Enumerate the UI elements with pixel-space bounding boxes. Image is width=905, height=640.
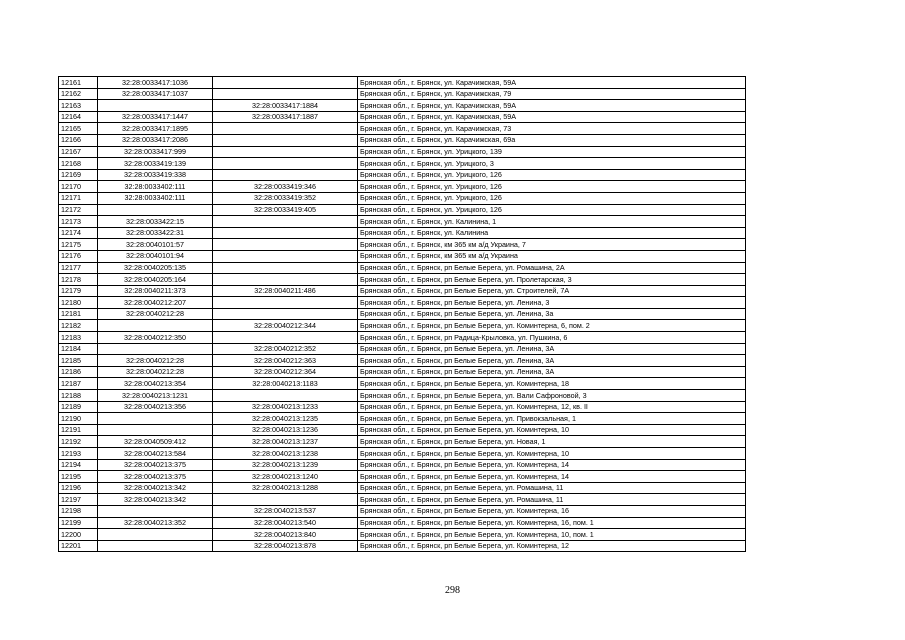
row-number-cell: 12171 <box>59 192 98 204</box>
row-number-cell: 12177 <box>59 262 98 274</box>
row-number-cell: 12190 <box>59 413 98 425</box>
address-cell: Брянская обл., г. Брянск, ул. Карачижская, 59А <box>358 111 746 123</box>
table-row <box>59 332 746 344</box>
table-row <box>59 436 746 448</box>
address-cell: Брянская обл., г. Брянск, ул. Карачижская, 69а <box>358 134 746 146</box>
cadastral-number-1-cell: 32:28:0040101:94 <box>98 250 213 262</box>
cadastral-number-2-cell <box>213 239 358 251</box>
table-row <box>59 424 746 436</box>
table-row <box>59 77 746 89</box>
cadastral-number-1-cell: 32:28:0033417:1037 <box>98 88 213 100</box>
address-cell: Брянская обл., г. Брянск, ул. Урицкого, 3 <box>358 158 746 170</box>
cadastral-table <box>58 76 746 552</box>
row-number-cell: 12173 <box>59 216 98 228</box>
cadastral-number-2-cell <box>213 134 358 146</box>
cadastral-number-2-cell: 32:28:0040212:364 <box>213 366 358 378</box>
cadastral-number-2-cell: 32:28:0040213:878 <box>213 540 358 552</box>
row-number-cell: 12175 <box>59 239 98 251</box>
cadastral-number-1-cell <box>98 505 213 517</box>
cadastral-number-1-cell: 32:28:0040213:354 <box>98 378 213 390</box>
row-number-cell: 12195 <box>59 471 98 483</box>
cadastral-number-2-cell: 32:28:0040213:537 <box>213 505 358 517</box>
cadastral-number-1-cell: 32:28:0033417:999 <box>98 146 213 158</box>
table-row <box>59 459 746 471</box>
row-number-cell: 12167 <box>59 146 98 158</box>
cadastral-number-1-cell: 32:28:0033422:15 <box>98 216 213 228</box>
row-number-cell: 12191 <box>59 424 98 436</box>
row-number-cell: 12186 <box>59 366 98 378</box>
address-cell: Брянская обл., г. Брянск, ул. Карачижская, 73 <box>358 123 746 135</box>
cadastral-number-1-cell: 32:28:0040212:28 <box>98 308 213 320</box>
row-number-cell: 12162 <box>59 88 98 100</box>
cadastral-number-2-cell <box>213 494 358 506</box>
row-number-cell: 12188 <box>59 390 98 402</box>
cadastral-number-2-cell <box>213 88 358 100</box>
cadastral-number-2-cell: 32:28:0040212:352 <box>213 343 358 355</box>
address-cell: Брянская обл., г. Брянск, рп Белые Берега, ул. Ленина, 3 <box>358 297 746 309</box>
cadastral-number-1-cell: 32:28:0033419:338 <box>98 169 213 181</box>
cadastral-number-2-cell: 32:28:0040213:1183 <box>213 378 358 390</box>
address-cell: Брянская обл., г. Брянск, ул. Урицкого, 126 <box>358 204 746 216</box>
row-number-cell: 12197 <box>59 494 98 506</box>
cadastral-number-1-cell: 32:28:0040213:356 <box>98 401 213 413</box>
table-row <box>59 378 746 390</box>
table-row <box>59 262 746 274</box>
address-cell: Брянская обл., г. Брянск, рп Белые Берега, ул. Новая, 1 <box>358 436 746 448</box>
address-cell: Брянская обл., г. Брянск, рп Белые Берега, ул. Коминтерна, 16 <box>358 505 746 517</box>
cadastral-number-2-cell <box>213 250 358 262</box>
address-cell: Брянская обл., г. Брянск, рп Белые Берега, ул. Коминтерна, 10, пом. 1 <box>358 529 746 541</box>
cadastral-number-1-cell: 32:28:0040213:375 <box>98 459 213 471</box>
cadastral-number-1-cell: 32:28:0040212:207 <box>98 297 213 309</box>
row-number-cell: 12201 <box>59 540 98 552</box>
address-cell: Брянская обл., г. Брянск, км 365 км а/д Украина <box>358 250 746 262</box>
address-cell: Брянская обл., г. Брянск, рп Радица-Крыловка, ул. Пушкина, 6 <box>358 332 746 344</box>
table-row <box>59 366 746 378</box>
table-row <box>59 297 746 309</box>
cadastral-number-1-cell <box>98 540 213 552</box>
cadastral-number-1-cell: 32:28:0033419:139 <box>98 158 213 170</box>
cadastral-number-2-cell <box>213 297 358 309</box>
row-number-cell: 12184 <box>59 343 98 355</box>
cadastral-number-1-cell: 32:28:0040212:350 <box>98 332 213 344</box>
row-number-cell: 12163 <box>59 100 98 112</box>
address-cell: Брянская обл., г. Брянск, ул. Урицкого, 126 <box>358 169 746 181</box>
address-cell: Брянская обл., г. Брянск, рп Белые Берега, ул. Ленина, 3а <box>358 308 746 320</box>
cadastral-number-1-cell: 32:28:0040213:352 <box>98 517 213 529</box>
cadastral-number-1-cell <box>98 343 213 355</box>
table-row <box>59 274 746 286</box>
table-body <box>59 77 746 552</box>
cadastral-number-1-cell: 32:28:0033417:1447 <box>98 111 213 123</box>
cadastral-number-2-cell <box>213 332 358 344</box>
address-cell: Брянская обл., г. Брянск, ул. Калинина, 1 <box>358 216 746 228</box>
address-cell: Брянская обл., г. Брянск, рп Белые Берега, ул. Привокзальная, 1 <box>358 413 746 425</box>
cadastral-number-2-cell: 32:28:0040213:1238 <box>213 448 358 460</box>
table-row <box>59 134 746 146</box>
row-number-cell: 12179 <box>59 285 98 297</box>
table-row <box>59 285 746 297</box>
cadastral-number-2-cell: 32:28:0040211:486 <box>213 285 358 297</box>
row-number-cell: 12180 <box>59 297 98 309</box>
cadastral-number-2-cell <box>213 146 358 158</box>
table-row <box>59 471 746 483</box>
row-number-cell: 12168 <box>59 158 98 170</box>
table-row <box>59 320 746 332</box>
cadastral-number-2-cell: 32:28:0040213:840 <box>213 529 358 541</box>
cadastral-number-2-cell <box>213 308 358 320</box>
table-row <box>59 100 746 112</box>
row-number-cell: 12181 <box>59 308 98 320</box>
cadastral-number-2-cell <box>213 77 358 89</box>
cadastral-number-2-cell <box>213 274 358 286</box>
address-cell: Брянская обл., г. Брянск, рп Белые Берега, ул. Коминтерна, 14 <box>358 459 746 471</box>
table-row <box>59 413 746 425</box>
cadastral-number-2-cell: 32:28:0033417:1884 <box>213 100 358 112</box>
table-row <box>59 169 746 181</box>
table-row <box>59 308 746 320</box>
cadastral-number-2-cell <box>213 123 358 135</box>
table-row <box>59 192 746 204</box>
table-row <box>59 181 746 193</box>
address-cell: Брянская обл., г. Брянск, рп Белые Берега, ул. Ленина, 3А <box>358 366 746 378</box>
row-number-cell: 12174 <box>59 227 98 239</box>
row-number-cell: 12170 <box>59 181 98 193</box>
row-number-cell: 12189 <box>59 401 98 413</box>
address-cell: Брянская обл., г. Брянск, рп Белые Берега, ул. Коминтерна, 14 <box>358 471 746 483</box>
row-number-cell: 12176 <box>59 250 98 262</box>
cadastral-number-2-cell: 32:28:0040213:1233 <box>213 401 358 413</box>
address-cell: Брянская обл., г. Брянск, рп Белые Берега, ул. Коминтерна, 10 <box>358 424 746 436</box>
table-row <box>59 158 746 170</box>
cadastral-number-2-cell: 32:28:0040212:344 <box>213 320 358 332</box>
row-number-cell: 12192 <box>59 436 98 448</box>
cadastral-number-1-cell <box>98 204 213 216</box>
address-cell: Брянская обл., г. Брянск, рп Белые Берега, ул. Ленина, 3А <box>358 343 746 355</box>
table-row <box>59 111 746 123</box>
address-cell: Брянская обл., г. Брянск, рп Белые Берега, ул. Вали Сафроновой, 3 <box>358 390 746 402</box>
address-cell: Брянская обл., г. Брянск, ул. Карачижская, 59А <box>358 77 746 89</box>
table-row <box>59 216 746 228</box>
row-number-cell: 12187 <box>59 378 98 390</box>
address-cell: Брянская обл., г. Брянск, ул. Урицкого, 139 <box>358 146 746 158</box>
cadastral-number-1-cell: 32:28:0033417:1895 <box>98 123 213 135</box>
cadastral-number-2-cell <box>213 169 358 181</box>
cadastral-number-1-cell: 32:28:0040213:584 <box>98 448 213 460</box>
cadastral-number-2-cell <box>213 390 358 402</box>
cadastral-number-1-cell: 32:28:0033402:111 <box>98 181 213 193</box>
row-number-cell: 12166 <box>59 134 98 146</box>
address-cell: Брянская обл., г. Брянск, ул. Карачижская, 79 <box>358 88 746 100</box>
cadastral-number-2-cell <box>213 262 358 274</box>
cadastral-number-1-cell: 32:28:0040101:57 <box>98 239 213 251</box>
address-cell: Брянская обл., г. Брянск, рп Белые Берега, ул. Коминтерна, 16, пом. 1 <box>358 517 746 529</box>
cadastral-number-1-cell <box>98 413 213 425</box>
cadastral-number-2-cell: 32:28:0033419:352 <box>213 192 358 204</box>
cadastral-number-1-cell: 32:28:0040213:375 <box>98 471 213 483</box>
address-cell: Брянская обл., г. Брянск, ул. Карачижская, 59А <box>358 100 746 112</box>
row-number-cell: 12165 <box>59 123 98 135</box>
address-cell: Брянская обл., г. Брянск, ул. Калинина <box>358 227 746 239</box>
address-cell: Брянская обл., г. Брянск, рп Белые Берега, ул. Коминтерна, 12, кв. II <box>358 401 746 413</box>
row-number-cell: 12169 <box>59 169 98 181</box>
address-cell: Брянская обл., г. Брянск, рп Белые Берега, ул. Коминтерна, 18 <box>358 378 746 390</box>
cadastral-number-1-cell <box>98 529 213 541</box>
table-row <box>59 517 746 529</box>
cadastral-number-1-cell: 32:28:0033417:1036 <box>98 77 213 89</box>
cadastral-number-1-cell <box>98 320 213 332</box>
row-number-cell: 12185 <box>59 355 98 367</box>
address-cell: Брянская обл., г. Брянск, ул. Урицкого, 126 <box>358 181 746 193</box>
cadastral-number-2-cell: 32:28:0040213:540 <box>213 517 358 529</box>
row-number-cell: 12164 <box>59 111 98 123</box>
table-row <box>59 494 746 506</box>
table-row <box>59 227 746 239</box>
cadastral-number-2-cell: 32:28:0040213:1235 <box>213 413 358 425</box>
cadastral-number-1-cell: 32:28:0033417:2086 <box>98 134 213 146</box>
cadastral-number-1-cell: 32:28:0040205:164 <box>98 274 213 286</box>
cadastral-number-2-cell <box>213 158 358 170</box>
address-cell: Брянская обл., г. Брянск, рп Белые Берега, ул. Коминтерна, 12 <box>358 540 746 552</box>
row-number-cell: 12199 <box>59 517 98 529</box>
row-number-cell: 12172 <box>59 204 98 216</box>
table-row <box>59 250 746 262</box>
cadastral-number-2-cell: 32:28:0033419:346 <box>213 181 358 193</box>
cadastral-number-2-cell <box>213 227 358 239</box>
cadastral-number-1-cell <box>98 100 213 112</box>
cadastral-number-2-cell: 32:28:0040212:363 <box>213 355 358 367</box>
table-row <box>59 390 746 402</box>
table-row <box>59 505 746 517</box>
table-row <box>59 355 746 367</box>
row-number-cell: 12178 <box>59 274 98 286</box>
cadastral-number-1-cell: 32:28:0033402:111 <box>98 192 213 204</box>
address-cell: Брянская обл., г. Брянск, км 365 км а/д Украина, 7 <box>358 239 746 251</box>
cadastral-number-1-cell: 32:28:0040205:135 <box>98 262 213 274</box>
table-row <box>59 343 746 355</box>
cadastral-number-1-cell: 32:28:0040212:28 <box>98 366 213 378</box>
row-number-cell: 12193 <box>59 448 98 460</box>
cadastral-number-1-cell: 32:28:0040212:28 <box>98 355 213 367</box>
row-number-cell: 12200 <box>59 529 98 541</box>
table-row <box>59 239 746 251</box>
row-number-cell: 12182 <box>59 320 98 332</box>
cadastral-number-2-cell: 32:28:0033417:1887 <box>213 111 358 123</box>
address-cell: Брянская обл., г. Брянск, рп Белые Берега, ул. Коминтерна, 6, пом. 2 <box>358 320 746 332</box>
table-row <box>59 482 746 494</box>
address-cell: Брянская обл., г. Брянск, рп Белые Берега, ул. Строителей, 7А <box>358 285 746 297</box>
cadastral-number-2-cell: 32:28:0040213:1237 <box>213 436 358 448</box>
cadastral-number-2-cell: 32:28:0040213:1288 <box>213 482 358 494</box>
address-cell: Брянская обл., г. Брянск, рп Белые Берега, ул. Ромашина, 11 <box>358 482 746 494</box>
cadastral-number-2-cell <box>213 216 358 228</box>
cadastral-number-2-cell: 32:28:0033419:405 <box>213 204 358 216</box>
address-cell: Брянская обл., г. Брянск, рп Белые Берега, ул. Ромашина, 2А <box>358 262 746 274</box>
cadastral-number-2-cell: 32:28:0040213:1239 <box>213 459 358 471</box>
cadastral-number-1-cell <box>98 424 213 436</box>
table-row <box>59 540 746 552</box>
address-cell: Брянская обл., г. Брянск, рп Белые Берега, ул. Коминтерна, 10 <box>358 448 746 460</box>
row-number-cell: 12198 <box>59 505 98 517</box>
row-number-cell: 12161 <box>59 77 98 89</box>
table-row <box>59 88 746 100</box>
cadastral-number-1-cell: 32:28:0040213:1231 <box>98 390 213 402</box>
row-number-cell: 12194 <box>59 459 98 471</box>
address-cell: Брянская обл., г. Брянск, рп Белые Берега, ул. Пролетарская, 3 <box>358 274 746 286</box>
row-number-cell: 12183 <box>59 332 98 344</box>
cadastral-number-1-cell: 32:28:0040213:342 <box>98 494 213 506</box>
table-row <box>59 146 746 158</box>
cadastral-number-1-cell: 32:28:0040211:373 <box>98 285 213 297</box>
page-number: 298 <box>445 585 460 596</box>
cadastral-number-1-cell: 32:28:0040509:412 <box>98 436 213 448</box>
table-row <box>59 401 746 413</box>
cadastral-number-2-cell: 32:28:0040213:1240 <box>213 471 358 483</box>
table-row <box>59 123 746 135</box>
cadastral-number-1-cell: 32:28:0040213:342 <box>98 482 213 494</box>
address-cell: Брянская обл., г. Брянск, ул. Урицкого, 126 <box>358 192 746 204</box>
address-cell: Брянская обл., г. Брянск, рп Белые Берега, ул. Ромашина, 11 <box>358 494 746 506</box>
table-row <box>59 448 746 460</box>
cadastral-number-2-cell: 32:28:0040213:1236 <box>213 424 358 436</box>
row-number-cell: 12196 <box>59 482 98 494</box>
cadastral-number-1-cell: 32:28:0033422:31 <box>98 227 213 239</box>
table-row <box>59 529 746 541</box>
address-cell: Брянская обл., г. Брянск, рп Белые Берега, ул. Ленина, 3А <box>358 355 746 367</box>
table-row <box>59 204 746 216</box>
